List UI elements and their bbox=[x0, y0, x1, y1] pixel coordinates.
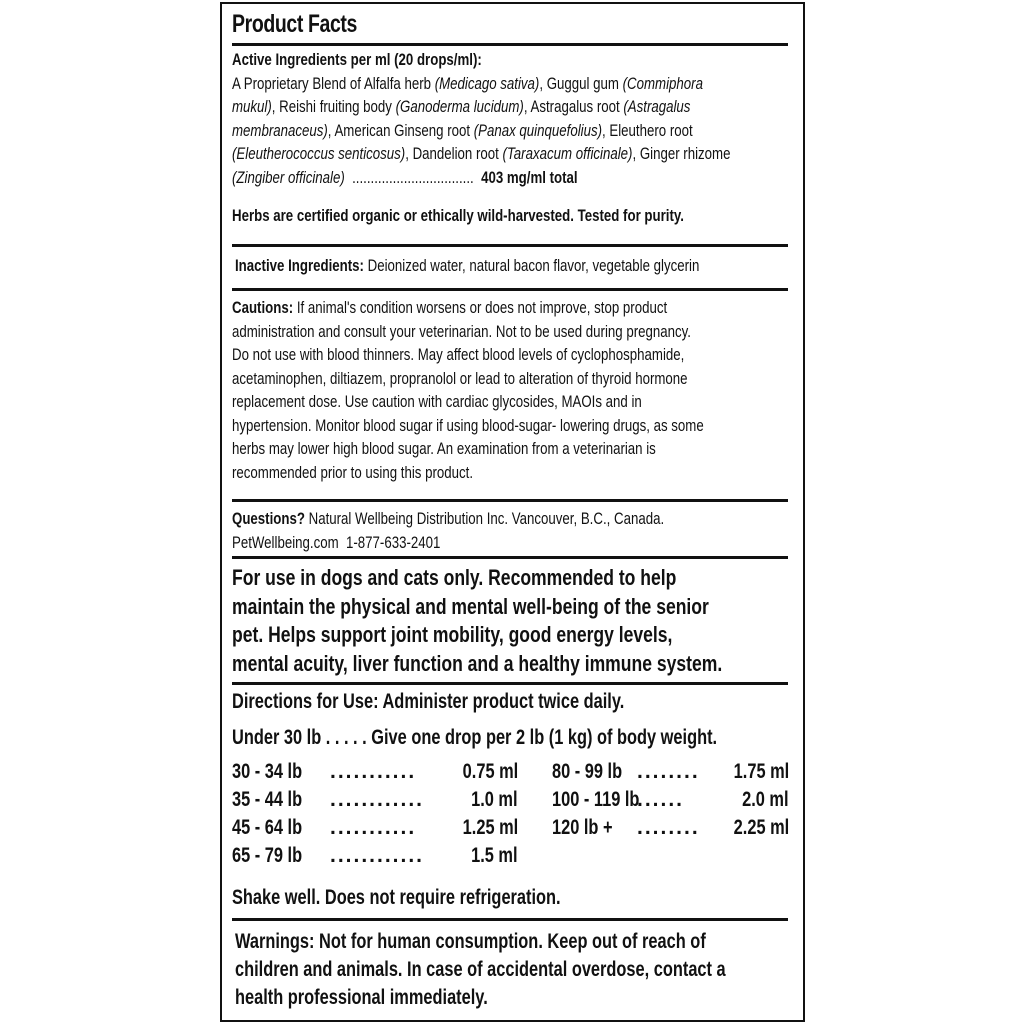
ingredient-line bbox=[232, 166, 793, 190]
divider bbox=[232, 244, 788, 247]
latin-name: (Ganoderma lucidum) bbox=[395, 97, 524, 116]
usage-line: maintain the physical and mental well-being of the senior bbox=[232, 593, 709, 619]
warning-line: children and animals. In case of accidental overdose, contact a bbox=[235, 958, 726, 981]
warnings-section bbox=[235, 928, 793, 1012]
leader-dots: ........... bbox=[330, 816, 417, 839]
leader-dots: ............ bbox=[330, 788, 425, 811]
ingredient-text: ................................. bbox=[344, 167, 482, 187]
latin-name: mukul) bbox=[232, 97, 272, 116]
cautions-label: Cautions: bbox=[232, 298, 294, 317]
certification-note: Herbs are certified organic or ethically wild-harvested. Tested for purity. bbox=[232, 206, 684, 225]
caution-line: hypertension. Monitor blood sugar if using blood-sugar- lowering drugs, as some bbox=[232, 415, 704, 435]
ingredient-text: , Astragalus root bbox=[523, 97, 624, 116]
product-facts-label bbox=[220, 2, 805, 1022]
ingredient-text: A Proprietary Blend of Alfalfa herb bbox=[232, 73, 435, 93]
weight-range: 30 - 34 lb bbox=[232, 760, 303, 783]
warnings-label: Warnings: bbox=[235, 930, 315, 953]
ingredient-line bbox=[232, 142, 793, 166]
label-title: Product Facts bbox=[232, 10, 357, 38]
ingredient-line bbox=[232, 119, 793, 143]
active-ingredients-list bbox=[232, 72, 793, 190]
latin-name: (Commiphora bbox=[622, 73, 703, 93]
leader-dots: ............ bbox=[330, 844, 425, 867]
weight-range: 35 - 44 lb bbox=[232, 788, 303, 811]
latin-name: (Zingiber officinale) bbox=[232, 167, 345, 187]
weight-range: 65 - 79 lb bbox=[232, 844, 303, 867]
cautions-section bbox=[232, 296, 793, 484]
website-link[interactable]: PetWellbeing.com bbox=[232, 532, 339, 552]
ingredient-line bbox=[232, 95, 793, 119]
weight-range: 80 - 99 lb bbox=[552, 760, 623, 783]
latin-name: membranaceus) bbox=[232, 120, 328, 140]
dose-amount: 1.75 ml bbox=[733, 760, 789, 783]
leader-dots: ........... bbox=[330, 760, 417, 783]
warning-line: Warnings: Not for human consumption. Keep out of reach of bbox=[235, 930, 706, 953]
ingredient-text: , Guggul gum bbox=[539, 73, 623, 93]
weight-range: 100 - 119 lb bbox=[552, 788, 640, 811]
usage-line: mental acuity, liver function and a healthy immune system. bbox=[232, 650, 723, 676]
directions-heading: Directions for Use: Administer product twice daily. bbox=[232, 690, 625, 713]
ingredient-text: , Ginger rhizome bbox=[632, 144, 731, 163]
ingredient-line bbox=[232, 72, 793, 96]
ingredient-text: , Reishi fruiting body bbox=[271, 97, 396, 116]
dose-amount: 2.25 ml bbox=[733, 816, 789, 839]
divider bbox=[232, 288, 788, 291]
under-30-instruction: Under 30 lb . . . . . Give one drop per 2 lb (1 kg) of body weight. bbox=[232, 726, 718, 749]
usage-line: For use in dogs and cats only. Recommended to help bbox=[232, 565, 677, 590]
caution-line: replacement dose. Use caution with cardiac glycosides, MAOIs and in bbox=[232, 392, 642, 411]
divider bbox=[232, 918, 788, 921]
total-amount: 403 mg/ml total bbox=[481, 167, 578, 187]
dose-amount: 1.5 ml bbox=[471, 844, 518, 867]
inactive-label: Inactive Ingredients: bbox=[235, 256, 364, 275]
caution-line: herbs may lower high blood sugar. An examination from a veterinarian is bbox=[232, 439, 656, 458]
active-ingredients-section bbox=[232, 48, 793, 189]
active-ingredients-heading: Active Ingredients per ml (20 drops/ml): bbox=[232, 50, 482, 69]
leader-dots: ........ bbox=[637, 760, 700, 783]
warning-line: health professional immediately. bbox=[235, 986, 488, 1009]
caution-line: recommended prior to using this product. bbox=[232, 462, 474, 482]
weight-range: 45 - 64 lb bbox=[232, 816, 303, 839]
usage-statement bbox=[232, 564, 793, 678]
divider bbox=[232, 682, 788, 685]
company-info: Natural Wellbeing Distribution Inc. Vancouver, B.C., Canada. bbox=[304, 509, 665, 528]
ingredient-text: , Eleuthero root bbox=[602, 120, 693, 140]
divider bbox=[232, 556, 788, 559]
leader-dots: ...... bbox=[637, 788, 685, 811]
questions-section bbox=[232, 507, 793, 554]
weight-range: 120 lb + bbox=[552, 816, 613, 839]
latin-name: (Eleutherococcus senticosus) bbox=[232, 144, 406, 163]
divider bbox=[232, 499, 788, 502]
divider bbox=[232, 43, 788, 46]
dose-amount: 2.0 ml bbox=[742, 788, 789, 811]
leader-dots: ........ bbox=[637, 816, 700, 839]
dose-amount: 0.75 ml bbox=[462, 760, 518, 783]
inactive-text: Deionized water, natural bacon flavor, vegetable glycerin bbox=[363, 256, 700, 275]
dose-amount: 1.0 ml bbox=[471, 788, 518, 811]
latin-name: (Medicago sativa) bbox=[434, 73, 540, 93]
caution-line: acetaminophen, diltiazem, propranolol or lead to alteration of thyroid hormone bbox=[232, 368, 688, 388]
dose-amount: 1.25 ml bbox=[462, 816, 518, 839]
questions-label: Questions? bbox=[232, 509, 305, 528]
usage-line: pet. Helps support joint mobility, good energy levels, bbox=[232, 622, 673, 647]
caution-line: administration and consult your veterinarian. Not to be used during pregnancy. bbox=[232, 321, 691, 341]
inactive-ingredients bbox=[235, 254, 793, 278]
caution-line: Do not use with blood thinners. May affect blood levels of cyclophosphamide, bbox=[232, 345, 685, 364]
phone-number: 1-877-633-2401 bbox=[346, 532, 441, 552]
ingredient-text: , American Ginseng root bbox=[327, 120, 474, 140]
latin-name: (Taraxacum officinale) bbox=[502, 144, 633, 163]
latin-name: (Astragalus bbox=[623, 97, 691, 116]
storage-instruction: Shake well. Does not require refrigeration. bbox=[232, 886, 561, 909]
ingredient-text: , Dandelion root bbox=[405, 144, 503, 163]
latin-name: (Panax quinquefolius) bbox=[473, 120, 603, 140]
caution-line: Cautions: If animal's condition worsens or does not improve, stop product bbox=[232, 298, 668, 317]
